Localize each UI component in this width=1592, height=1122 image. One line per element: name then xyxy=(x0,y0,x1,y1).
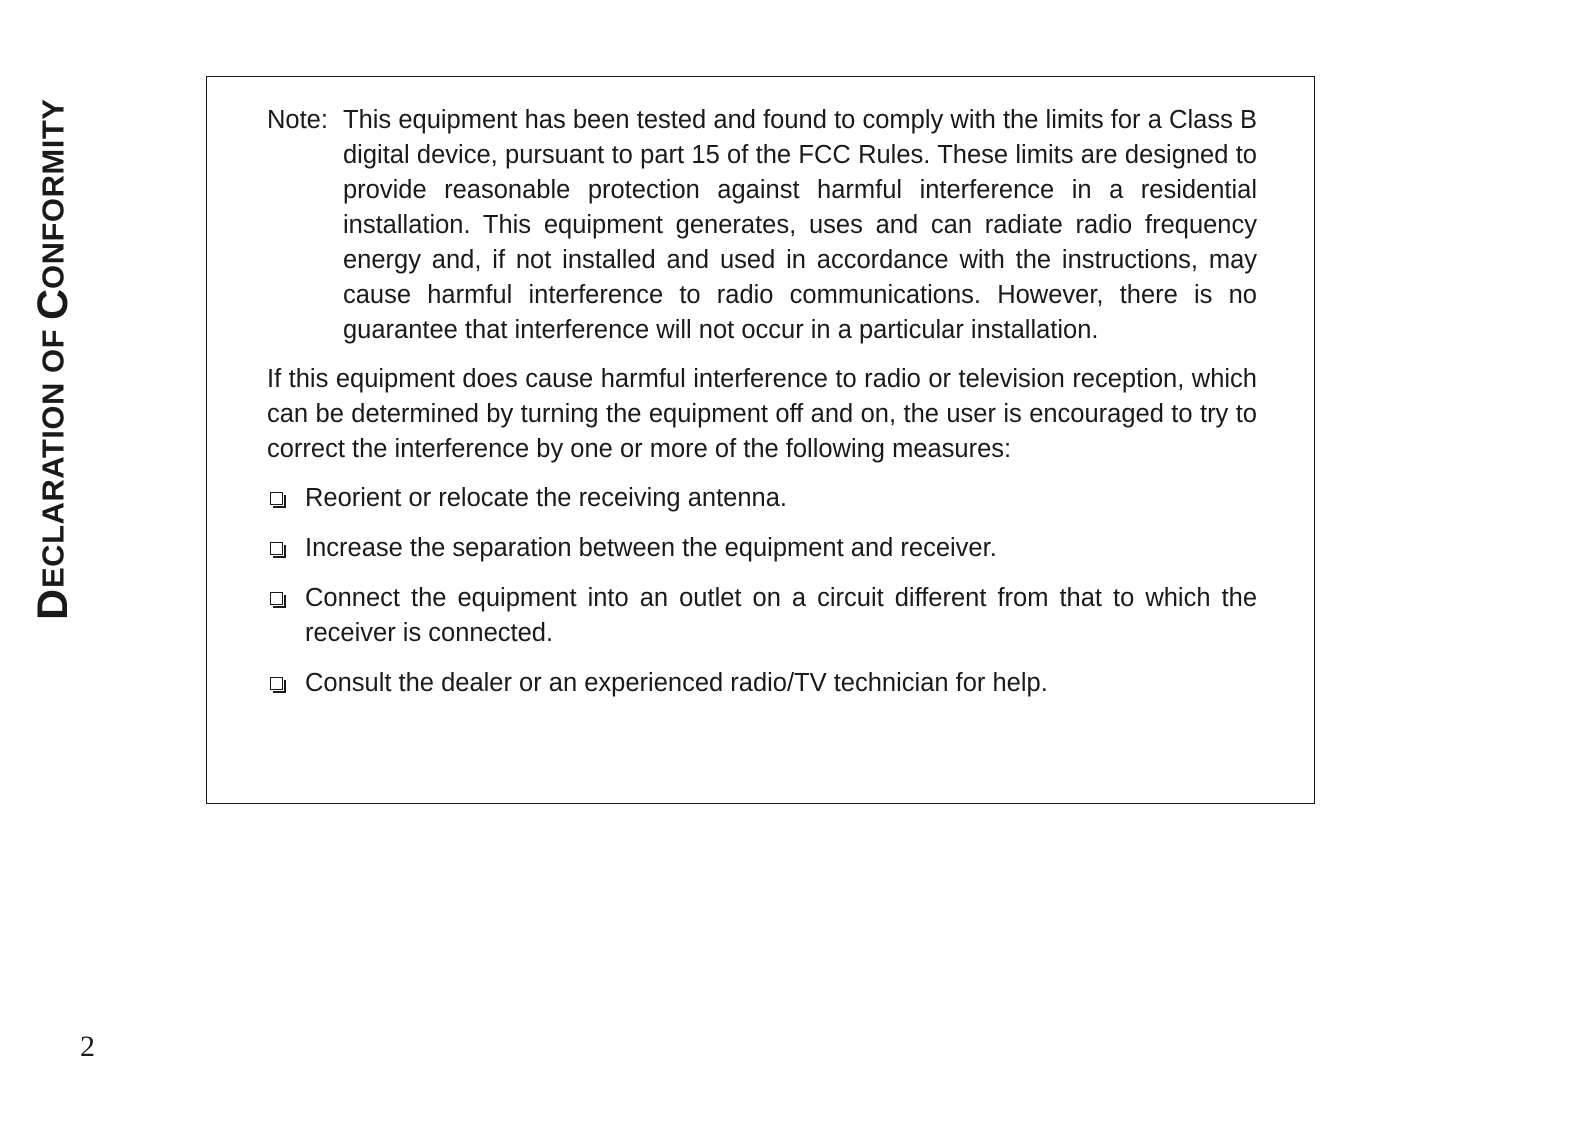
measure-text: Connect the equipment into an outlet on a circuit different from that to which the receiver is connected. xyxy=(305,584,1257,647)
section-title xyxy=(29,76,77,642)
interference-intro: If this equipment does cause harmful interference to radio or television reception, which can be determined by turning the equipment off and on, the user is encouraged to try to correct the interference by one or more of the following measures: xyxy=(267,365,1257,463)
measure-text: Consult the dealer or an experienced radio/TV technician for help. xyxy=(305,669,1048,697)
section-title-part-2: ONFORMITY xyxy=(35,98,71,289)
measure-text: Reorient or relocate the receiving antenna. xyxy=(305,484,787,512)
section-title-part-1: ECLARATION OF xyxy=(35,320,71,589)
measure-item xyxy=(267,531,1257,566)
checkbox-bullet-icon xyxy=(267,531,305,566)
checkbox-bullet-icon xyxy=(267,481,305,516)
fcc-notice-content xyxy=(267,103,1257,716)
fcc-note xyxy=(267,103,1257,348)
page-number: 2 xyxy=(80,1030,95,1063)
note-label: Note: xyxy=(267,106,328,134)
checkbox-bullet-icon xyxy=(267,581,305,616)
measure-item xyxy=(267,581,1257,651)
note-text: This equipment has been tested and found to comply with the limits for a Class B digital device, pursuant to part 15 of the FCC Rules. These limits are designed to provide reasonable protection against harmful interference in a residential installation. This equipment generates, uses and can radiate radio frequency energy and, if not installed and used in accordance with the instructions, may cause harmful interference to radio communications. However, there is no guarantee that interference will not occur in a particular installation. xyxy=(343,106,1257,344)
measure-item xyxy=(267,481,1257,516)
checkbox-bullet-icon xyxy=(267,666,305,701)
measure-item xyxy=(267,666,1257,701)
section-title-initial-c: C xyxy=(29,288,77,321)
section-title-initial-d: D xyxy=(29,588,77,620)
fcc-notice-box xyxy=(206,76,1315,804)
measure-text: Increase the separation between the equipment and receiver. xyxy=(305,534,997,562)
